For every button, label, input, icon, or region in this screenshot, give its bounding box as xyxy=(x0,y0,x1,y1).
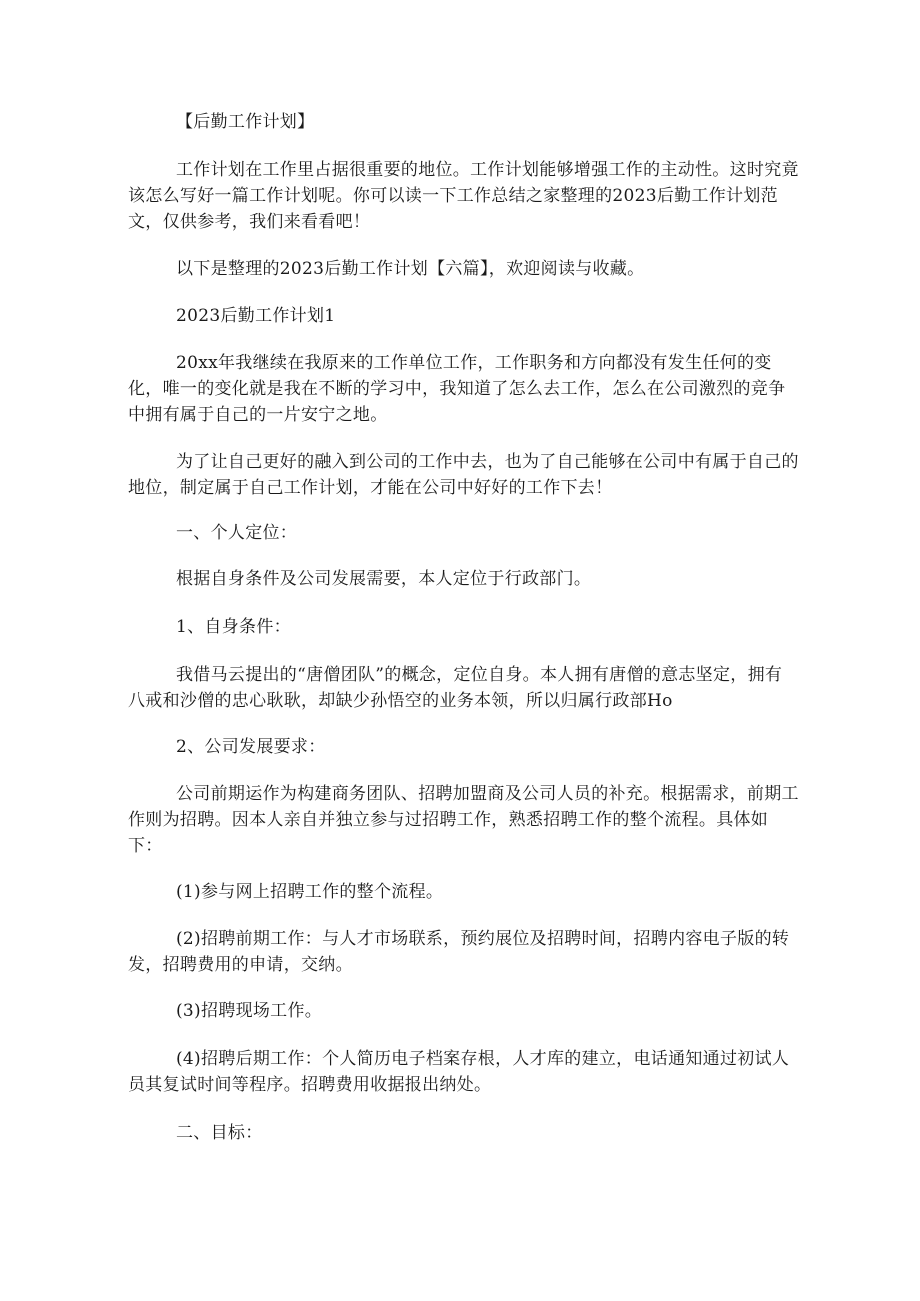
list-item-3: (3)招聘现场工作。 xyxy=(176,1001,323,1021)
section1-heading: 一、个人定位： xyxy=(176,523,298,543)
sub2-line-3: 下： xyxy=(128,836,163,856)
list-item-1: (1)参与网上招聘工作的整个流程。 xyxy=(176,882,444,902)
intro-line-1: 工作计划在工作里占据很重要的地位。工作计划能够增强工作的主动性。这时究竟 xyxy=(176,160,799,180)
para2-line-2: 地位，制定属于自己工作计划，才能在公司中好好的工作下去！ xyxy=(128,478,613,498)
para1-line-2: 化，唯一的变化就是我在不断的学习中，我知道了怎么去工作，怎么在公司激烈的竞争 xyxy=(128,379,786,399)
para2-line-1: 为了让自己更好的融入到公司的工作中去，也为了自己能够在公司中有属于自己的 xyxy=(176,452,799,472)
list-item-4-line-2: 员其复试时间等程序。招聘费用收据报出纳处。 xyxy=(128,1075,492,1095)
sub2-line-1: 公司前期运作为构建商务团队、招聘加盟商及公司人员的补充。根据需求，前期工 xyxy=(176,784,799,804)
section2-heading: 二、目标： xyxy=(176,1123,263,1143)
list-item-4-line-1: (4)招聘后期工作：个人简历电子档案存根，人才库的建立，电话通知通过初试人 xyxy=(176,1049,790,1069)
sub2-heading: 2、公司发展要求： xyxy=(176,737,326,757)
intro-line-3: 文，仅供参考，我们来看看吧！ xyxy=(128,212,371,232)
document-title: 【后勤工作计划】 xyxy=(176,112,315,132)
overview-paragraph: 以下是整理的2023后勤工作计划【六篇】，欢迎阅读与收藏。 xyxy=(176,259,645,279)
sub1-line-1: 我借马云提出的“唐僧团队”的概念，定位自身。本人拥有唐僧的意志坚定，拥有 xyxy=(176,665,783,685)
list-item-2-line-1: (2)招聘前期工作：与人才市场联系，预约展位及招聘时间，招聘内容电子版的转 xyxy=(176,929,790,949)
plan-heading: 2023后勤工作计划1 xyxy=(176,306,336,326)
sub2-line-2: 作则为招聘。因本人亲自并独立参与过招聘工作，熟悉招聘工作的整个流程。具体如 xyxy=(128,810,769,830)
intro-line-2: 该怎么写好一篇工作计划呢。你可以读一下工作总结之家整理的2023后勤工作计划范 xyxy=(128,186,778,206)
sub1-line-2: 八戒和沙僧的忠心耿耿，却缺少孙悟空的业务本领，所以归属行政部Ho xyxy=(128,691,673,711)
para1-line-1: 20xx年我继续在我原来的工作单位工作，工作职务和方向都没有发生任何的变 xyxy=(176,353,772,373)
section1-text: 根据自身条件及公司发展需要，本人定位于行政部门。 xyxy=(176,569,592,589)
para1-line-3: 中拥有属于自己的一片安宁之地。 xyxy=(128,405,388,425)
sub1-heading: 1、自身条件： xyxy=(176,617,291,637)
list-item-2-line-2: 发，招聘费用的申请，交纳。 xyxy=(128,955,353,975)
